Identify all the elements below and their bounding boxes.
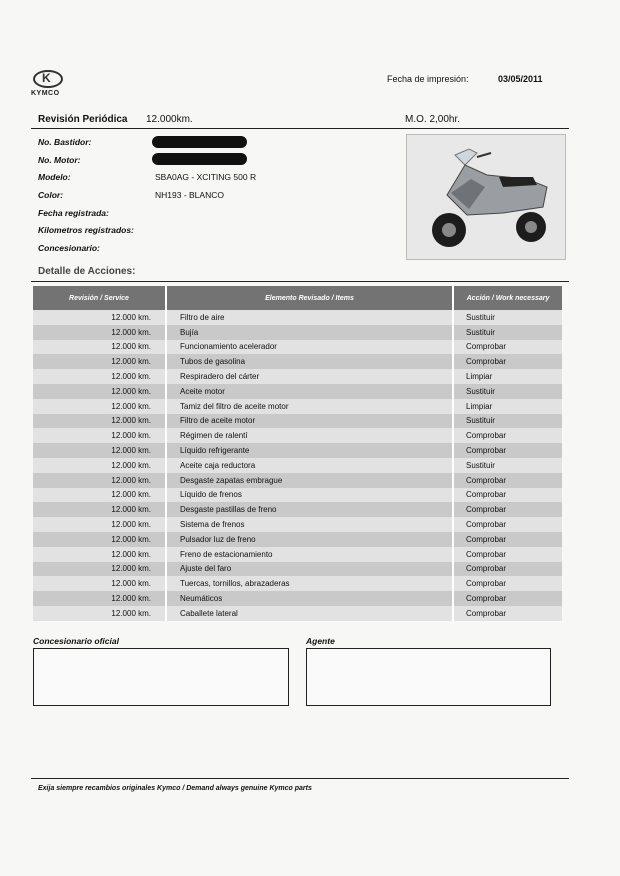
item-cell: Desgaste pastillas de freno <box>166 502 453 517</box>
action-cell: Comprobar <box>453 591 562 606</box>
item-cell: Caballete lateral <box>166 606 453 621</box>
item-cell: Tubos de gasolina <box>166 354 453 369</box>
service-cell: 12.000 km. <box>33 606 166 621</box>
service-cell: 12.000 km. <box>33 488 166 503</box>
action-cell: Limpiar <box>453 399 562 414</box>
actions-table <box>33 286 562 621</box>
footer-divider <box>31 778 569 779</box>
item-cell: Líquido de frenos <box>166 488 453 503</box>
item-cell: Respiradero del cárter <box>166 369 453 384</box>
field-label-modelo: Modelo: <box>38 172 71 182</box>
service-cell: 12.000 km. <box>33 591 166 606</box>
table-row <box>33 502 562 517</box>
table-row <box>33 606 562 621</box>
item-cell: Régimen de ralentí <box>166 428 453 443</box>
field-label-color: Color: <box>38 190 64 200</box>
service-cell: 12.000 km. <box>33 354 166 369</box>
item-cell: Ajuste del faro <box>166 562 453 577</box>
service-cell: 12.000 km. <box>33 325 166 340</box>
action-cell: Comprobar <box>453 488 562 503</box>
column-header-action: Acción / Work necessary <box>453 286 562 310</box>
agent-signature-box <box>306 648 551 706</box>
action-cell: Comprobar <box>453 517 562 532</box>
item-cell: Líquido refrigerante <box>166 443 453 458</box>
redacted-bastidor <box>152 136 247 148</box>
service-cell: 12.000 km. <box>33 502 166 517</box>
field-label-kilometros: Kilometros registrados: <box>38 225 134 235</box>
action-cell: Sustituir <box>453 414 562 429</box>
table-row <box>33 369 562 384</box>
action-cell: Comprobar <box>453 428 562 443</box>
table-row <box>33 576 562 591</box>
action-cell: Comprobar <box>453 354 562 369</box>
field-label-bastidor: No. Bastidor: <box>38 137 92 147</box>
action-cell: Comprobar <box>453 340 562 355</box>
service-cell: 12.000 km. <box>33 562 166 577</box>
dealer-signature-box <box>33 648 289 706</box>
table-row <box>33 517 562 532</box>
service-cell: 12.000 km. <box>33 399 166 414</box>
field-value-color: NH193 - BLANCO <box>155 190 224 200</box>
footer-note: Exija siempre recambios originales Kymco / Demand always genuine Kymco parts <box>38 785 312 792</box>
table-row <box>33 488 562 503</box>
table-row <box>33 340 562 355</box>
table-row <box>33 384 562 399</box>
item-cell: Freno de estacionamiento <box>166 547 453 562</box>
item-cell: Neumáticos <box>166 591 453 606</box>
table-row <box>33 414 562 429</box>
service-cell: 12.000 km. <box>33 443 166 458</box>
table-row <box>33 547 562 562</box>
service-cell: 12.000 km. <box>33 532 166 547</box>
column-header-service: Revisión / Service <box>33 286 166 310</box>
redacted-motor <box>152 153 247 165</box>
service-cell: 12.000 km. <box>33 414 166 429</box>
action-cell: Comprobar <box>453 562 562 577</box>
scooter-photo <box>406 134 566 260</box>
table-row <box>33 591 562 606</box>
item-cell: Pulsador luz de freno <box>166 532 453 547</box>
service-cell: 12.000 km. <box>33 547 166 562</box>
item-cell: Desgaste zapatas embrague <box>166 473 453 488</box>
service-cell: 12.000 km. <box>33 340 166 355</box>
dealer-box-label: Concesionario oficial <box>33 636 119 646</box>
print-date-value: 03/05/2011 <box>498 74 543 84</box>
document-title: Revisión Periódica <box>38 114 128 125</box>
logo-text: KYMCO <box>31 90 60 97</box>
action-cell: Comprobar <box>453 576 562 591</box>
service-cell: 12.000 km. <box>33 310 166 325</box>
item-cell: Aceite motor <box>166 384 453 399</box>
table-row <box>33 428 562 443</box>
action-cell: Limpiar <box>453 369 562 384</box>
table-row <box>33 354 562 369</box>
item-cell: Tuercas, tornillos, abrazaderas <box>166 576 453 591</box>
action-cell: Comprobar <box>453 606 562 621</box>
action-cell: Sustituir <box>453 458 562 473</box>
table-row <box>33 310 562 325</box>
service-cell: 12.000 km. <box>33 458 166 473</box>
service-cell: 12.000 km. <box>33 428 166 443</box>
table-row <box>33 325 562 340</box>
action-cell: Sustituir <box>453 325 562 340</box>
item-cell: Aceite caja reductora <box>166 458 453 473</box>
table-row <box>33 532 562 547</box>
item-cell: Filtro de aire <box>166 310 453 325</box>
table-row <box>33 562 562 577</box>
agent-box-label: Agente <box>306 636 335 646</box>
header-divider <box>31 128 569 129</box>
service-cell: 12.000 km. <box>33 384 166 399</box>
item-cell: Tamiz del filtro de aceite motor <box>166 399 453 414</box>
table-row <box>33 443 562 458</box>
section-divider <box>31 281 569 282</box>
service-cell: 12.000 km. <box>33 369 166 384</box>
action-cell: Comprobar <box>453 473 562 488</box>
item-cell: Funcionamiento acelerador <box>166 340 453 355</box>
item-cell: Filtro de aceite motor <box>166 414 453 429</box>
service-cell: 12.000 km. <box>33 473 166 488</box>
field-label-motor: No. Motor: <box>38 155 81 165</box>
table-body <box>33 310 562 621</box>
kymco-logo: K KYMCO <box>31 70 67 100</box>
print-date-label: Fecha de impresión: <box>387 74 469 84</box>
service-cell: 12.000 km. <box>33 517 166 532</box>
table-row <box>33 458 562 473</box>
action-cell: Comprobar <box>453 547 562 562</box>
field-label-fecha: Fecha registrada: <box>38 208 109 218</box>
item-cell: Sistema de frenos <box>166 517 453 532</box>
column-header-items: Elemento Revisado / Items <box>166 286 453 310</box>
labour-hours: M.O. 2,00hr. <box>405 114 461 125</box>
table-row <box>33 473 562 488</box>
service-cell: 12.000 km. <box>33 576 166 591</box>
item-cell: Bujía <box>166 325 453 340</box>
action-cell: Sustituir <box>453 384 562 399</box>
field-label-concesionario: Concesionario: <box>38 243 100 253</box>
section-title: Detalle de Acciones: <box>38 266 136 277</box>
action-cell: Comprobar <box>453 443 562 458</box>
field-value-modelo: SBA0AG - XCITING 500 R <box>155 172 257 182</box>
action-cell: Comprobar <box>453 532 562 547</box>
action-cell: Comprobar <box>453 502 562 517</box>
action-cell: Sustituir <box>453 310 562 325</box>
revision-km: 12.000km. <box>146 114 193 125</box>
table-row <box>33 399 562 414</box>
